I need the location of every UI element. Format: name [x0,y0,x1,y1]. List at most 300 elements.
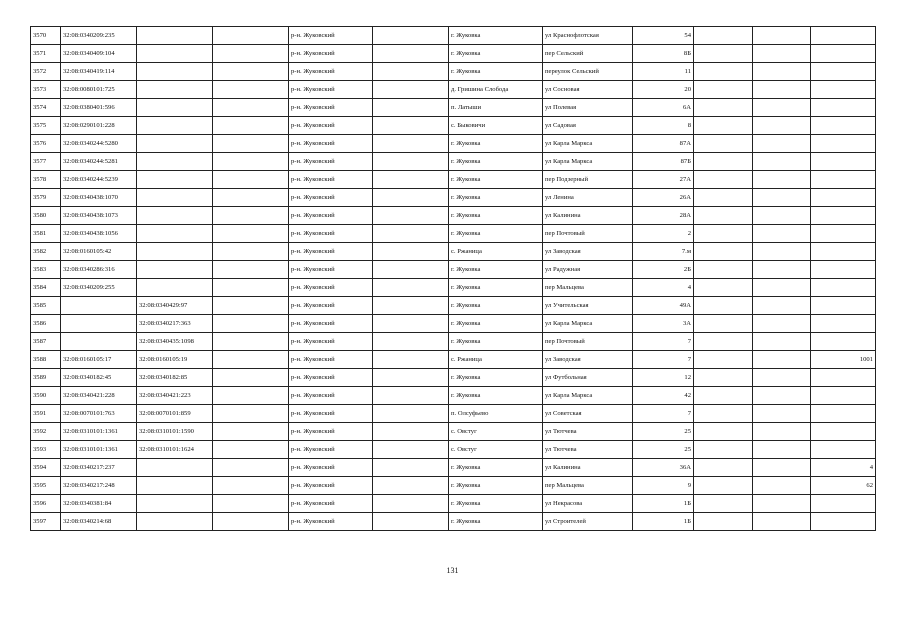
empty-column-2-cell [373,351,449,369]
empty-column-2-cell [373,387,449,405]
table-row [31,441,876,459]
district-cell: р-н. Жуковский [289,513,373,531]
empty-column-2-cell [373,63,449,81]
empty-column-cell [213,171,289,189]
extra-value-cell [811,243,876,261]
house-number-cell: 87А [633,135,694,153]
extra-column-2-cell [753,369,811,387]
extra-value-cell [811,369,876,387]
street-cell: ул Карла Маркса [543,387,633,405]
extra-value-cell [811,261,876,279]
extra-column-2-cell [753,387,811,405]
street-cell: ул Ленина [543,189,633,207]
row-number-cell: 3581 [31,225,61,243]
table-row [31,459,876,477]
cadastral-number-2-cell [137,189,213,207]
district-cell: р-н. Жуковский [289,81,373,99]
house-number-cell: 36А [633,459,694,477]
extra-column-2-cell [753,513,811,531]
extra-column-2-cell [753,477,811,495]
street-cell: пер Мальцева [543,279,633,297]
extra-column-1-cell [694,81,753,99]
empty-column-cell [213,153,289,171]
district-cell: р-н. Жуковский [289,135,373,153]
empty-column-cell [213,207,289,225]
empty-column-cell [213,45,289,63]
empty-column-cell [213,405,289,423]
row-number-cell: 3583 [31,261,61,279]
extra-column-2-cell [753,315,811,333]
row-number-cell: 3582 [31,243,61,261]
cadastral-number-cell: 32:08:0340409:104 [61,45,137,63]
empty-column-2-cell [373,477,449,495]
cadastral-number-2-cell [137,45,213,63]
settlement-cell: г. Жуковка [449,171,543,189]
empty-column-cell [213,243,289,261]
street-cell: переулок Сельский [543,63,633,81]
empty-column-cell [213,333,289,351]
extra-column-2-cell [753,171,811,189]
house-number-cell: 7 [633,333,694,351]
extra-column-2-cell [753,441,811,459]
cadastral-number-cell: 32:08:0340438:1070 [61,189,137,207]
extra-column-2-cell [753,225,811,243]
district-cell: р-н. Жуковский [289,405,373,423]
cadastral-number-2-cell [137,243,213,261]
cadastral-number-cell: 32:08:0340217:237 [61,459,137,477]
extra-value-cell [811,207,876,225]
row-number-cell: 3584 [31,279,61,297]
house-number-cell: 12 [633,369,694,387]
cadastral-number-cell: 32:08:0080101:725 [61,81,137,99]
house-number-cell: 6А [633,99,694,117]
street-cell: пер Мальцева [543,477,633,495]
extra-value-cell [811,405,876,423]
cadastral-number-cell [61,297,137,315]
house-number-cell: 8Б [633,45,694,63]
cadastral-number-cell: 32:08:0340209:255 [61,279,137,297]
cadastral-number-2-cell [137,81,213,99]
empty-column-2-cell [373,189,449,207]
settlement-cell: г. Жуковка [449,495,543,513]
extra-column-2-cell [753,207,811,225]
settlement-cell: г. Жуковка [449,207,543,225]
empty-column-cell [213,513,289,531]
cadastral-number-cell: 32:08:0310101:1361 [61,441,137,459]
extra-column-2-cell [753,117,811,135]
extra-value-cell [811,279,876,297]
extra-value-cell [811,387,876,405]
extra-value-cell [811,153,876,171]
extra-value-cell [811,297,876,315]
extra-value-cell [811,27,876,45]
house-number-cell: 54 [633,27,694,45]
extra-column-1-cell [694,261,753,279]
empty-column-cell [213,189,289,207]
extra-column-2-cell [753,63,811,81]
table-row [31,207,876,225]
house-number-cell: 8 [633,117,694,135]
cadastral-number-2-cell: 32:08:0340421:223 [137,387,213,405]
cadastral-number-cell: 32:08:0340438:1073 [61,207,137,225]
cadastral-number-2-cell [137,135,213,153]
house-number-cell: 4 [633,279,694,297]
extra-column-1-cell [694,45,753,63]
extra-column-2-cell [753,297,811,315]
extra-column-1-cell [694,99,753,117]
street-cell: пер Сельский [543,45,633,63]
extra-column-2-cell [753,99,811,117]
district-cell: р-н. Жуковский [289,27,373,45]
district-cell: р-н. Жуковский [289,477,373,495]
extra-value-cell [811,171,876,189]
extra-value-cell [811,63,876,81]
house-number-cell: 2Б [633,261,694,279]
empty-column-2-cell [373,117,449,135]
house-number-cell: 28А [633,207,694,225]
cadastral-number-2-cell [137,459,213,477]
empty-column-2-cell [373,495,449,513]
extra-value-cell [811,45,876,63]
house-number-cell: 3А [633,315,694,333]
empty-column-2-cell [373,441,449,459]
empty-column-cell [213,315,289,333]
row-number-cell: 3578 [31,171,61,189]
table-row [31,27,876,45]
cadastral-number-2-cell [137,477,213,495]
extra-column-1-cell [694,477,753,495]
district-cell: р-н. Жуковский [289,315,373,333]
street-cell: ул Тютчева [543,441,633,459]
empty-column-2-cell [373,333,449,351]
cadastral-number-2-cell [137,225,213,243]
table-row [31,315,876,333]
row-number-cell: 3594 [31,459,61,477]
cadastral-number-cell [61,333,137,351]
settlement-cell: г. Жуковка [449,189,543,207]
table-row [31,495,876,513]
empty-column-2-cell [373,81,449,99]
district-cell: р-н. Жуковский [289,333,373,351]
registry-table [30,26,876,531]
settlement-cell: г. Жуковка [449,369,543,387]
empty-column-2-cell [373,135,449,153]
extra-value-cell: 62 [811,477,876,495]
cadastral-number-cell: 32:08:0340381:84 [61,495,137,513]
extra-column-1-cell [694,117,753,135]
street-cell: ул Заводская [543,351,633,369]
extra-column-1-cell [694,495,753,513]
empty-column-cell [213,99,289,117]
extra-column-1-cell [694,279,753,297]
cadastral-number-2-cell [137,207,213,225]
settlement-cell: г. Жуковка [449,63,543,81]
house-number-cell: 7 [633,405,694,423]
table-body [31,27,876,531]
extra-column-1-cell [694,135,753,153]
extra-value-cell: 1001 [811,351,876,369]
street-cell: ул Тютчева [543,423,633,441]
extra-value-cell [811,117,876,135]
empty-column-2-cell [373,153,449,171]
extra-column-1-cell [694,387,753,405]
row-number-cell: 3588 [31,351,61,369]
house-number-cell: 11 [633,63,694,81]
extra-value-cell [811,189,876,207]
settlement-cell: с. Быковичи [449,117,543,135]
row-number-cell: 3574 [31,99,61,117]
settlement-cell: г. Жуковка [449,279,543,297]
empty-column-cell [213,495,289,513]
street-cell: пер Почтовый [543,333,633,351]
settlement-cell: г. Жуковка [449,261,543,279]
house-number-cell: 1Б [633,495,694,513]
extra-column-1-cell [694,225,753,243]
empty-column-2-cell [373,225,449,243]
empty-column-cell [213,459,289,477]
empty-column-cell [213,225,289,243]
cadastral-number-2-cell [137,27,213,45]
house-number-cell: 7 [633,351,694,369]
cadastral-number-2-cell: 32:08:0310101:1624 [137,441,213,459]
table-row [31,333,876,351]
extra-column-1-cell [694,297,753,315]
house-number-cell: 2 [633,225,694,243]
settlement-cell: г. Жуковка [449,45,543,63]
table-row [31,225,876,243]
street-cell: ул Калинина [543,207,633,225]
street-cell: ул Краснофлотская [543,27,633,45]
cadastral-number-2-cell: 32:08:0340435:1098 [137,333,213,351]
house-number-cell: 20 [633,81,694,99]
extra-column-2-cell [753,423,811,441]
settlement-cell: г. Жуковка [449,477,543,495]
cadastral-number-2-cell: 32:08:0160105:19 [137,351,213,369]
district-cell: р-н. Жуковский [289,459,373,477]
district-cell: р-н. Жуковский [289,99,373,117]
table-row [31,279,876,297]
street-cell: ул Заводская [543,243,633,261]
cadastral-number-2-cell [137,99,213,117]
house-number-cell: 27А [633,171,694,189]
table-row [31,513,876,531]
house-number-cell: 49А [633,297,694,315]
empty-column-cell [213,135,289,153]
cadastral-number-cell: 32:08:0340419:114 [61,63,137,81]
extra-column-2-cell [753,405,811,423]
empty-column-cell [213,441,289,459]
street-cell: ул Учительская [543,297,633,315]
cadastral-number-cell: 32:08:0340244:5281 [61,153,137,171]
district-cell: р-н. Жуковский [289,153,373,171]
settlement-cell: г. Жуковка [449,225,543,243]
street-cell: ул Полевая [543,99,633,117]
district-cell: р-н. Жуковский [289,207,373,225]
settlement-cell: д. Гришина Слобода [449,81,543,99]
empty-column-cell [213,423,289,441]
district-cell: р-н. Жуковский [289,243,373,261]
extra-column-1-cell [694,189,753,207]
cadastral-number-cell: 32:08:0290101:228 [61,117,137,135]
extra-column-2-cell [753,81,811,99]
table-row [31,243,876,261]
extra-value-cell [811,225,876,243]
extra-value-cell: 4 [811,459,876,477]
row-number-cell: 3579 [31,189,61,207]
settlement-cell: п. Латыши [449,99,543,117]
table-row [31,99,876,117]
extra-column-1-cell [694,333,753,351]
district-cell: р-н. Жуковский [289,495,373,513]
row-number-cell: 3576 [31,135,61,153]
row-number-cell: 3580 [31,207,61,225]
street-cell: ул Сосновая [543,81,633,99]
row-number-cell: 3585 [31,297,61,315]
district-cell: р-н. Жуковский [289,369,373,387]
extra-column-2-cell [753,333,811,351]
cadastral-number-2-cell [137,261,213,279]
table-row [31,117,876,135]
cadastral-number-2-cell: 32:08:0340429:97 [137,297,213,315]
empty-column-cell [213,81,289,99]
street-cell: ул Строителей [543,513,633,531]
cadastral-number-cell: 32:08:0070101:763 [61,405,137,423]
row-number-cell: 3570 [31,27,61,45]
row-number-cell: 3587 [31,333,61,351]
row-number-cell: 3596 [31,495,61,513]
extra-column-2-cell [753,189,811,207]
extra-value-cell [811,495,876,513]
house-number-cell: 42 [633,387,694,405]
empty-column-2-cell [373,459,449,477]
row-number-cell: 3573 [31,81,61,99]
settlement-cell: с. Овстуг [449,441,543,459]
settlement-cell: г. Жуковка [449,387,543,405]
extra-column-1-cell [694,63,753,81]
empty-column-2-cell [373,423,449,441]
empty-column-2-cell [373,513,449,531]
extra-column-2-cell [753,459,811,477]
empty-column-2-cell [373,315,449,333]
extra-column-2-cell [753,261,811,279]
empty-column-cell [213,63,289,81]
empty-column-cell [213,369,289,387]
district-cell: р-н. Жуковский [289,423,373,441]
empty-column-2-cell [373,279,449,297]
house-number-cell: 7.м [633,243,694,261]
street-cell: ул Карла Маркса [543,153,633,171]
cadastral-number-2-cell [137,495,213,513]
district-cell: р-н. Жуковский [289,351,373,369]
extra-column-1-cell [694,459,753,477]
house-number-cell: 25 [633,423,694,441]
table-row [31,261,876,279]
house-number-cell: 26А [633,189,694,207]
table-row [31,63,876,81]
empty-column-cell [213,477,289,495]
extra-value-cell [811,81,876,99]
street-cell: ул Карла Маркса [543,135,633,153]
empty-column-2-cell [373,45,449,63]
district-cell: р-н. Жуковский [289,171,373,189]
settlement-cell: г. Жуковка [449,27,543,45]
cadastral-number-cell: 32:08:0340244:5239 [61,171,137,189]
empty-column-2-cell [373,207,449,225]
street-cell: ул Калинина [543,459,633,477]
extra-value-cell [811,333,876,351]
settlement-cell: г. Жуковка [449,333,543,351]
settlement-cell: г. Жуковка [449,297,543,315]
registry-table-container [30,26,875,531]
extra-column-2-cell [753,351,811,369]
cadastral-number-cell: 32:08:0340421:228 [61,387,137,405]
extra-column-1-cell [694,351,753,369]
district-cell: р-н. Жуковский [289,387,373,405]
empty-column-cell [213,117,289,135]
empty-column-2-cell [373,369,449,387]
district-cell: р-н. Жуковский [289,189,373,207]
table-row [31,387,876,405]
empty-column-cell [213,27,289,45]
table-row [31,45,876,63]
district-cell: р-н. Жуковский [289,225,373,243]
extra-column-1-cell [694,405,753,423]
extra-column-1-cell [694,441,753,459]
row-number-cell: 3589 [31,369,61,387]
extra-column-2-cell [753,135,811,153]
table-row [31,351,876,369]
extra-column-1-cell [694,171,753,189]
street-cell: пер Подзерный [543,171,633,189]
settlement-cell: г. Жуковка [449,153,543,171]
empty-column-cell [213,297,289,315]
empty-column-2-cell [373,243,449,261]
row-number-cell: 3577 [31,153,61,171]
cadastral-number-cell: 32:08:0340209:235 [61,27,137,45]
street-cell: ул Садовая [543,117,633,135]
district-cell: р-н. Жуковский [289,297,373,315]
extra-column-2-cell [753,45,811,63]
cadastral-number-2-cell: 32:08:0310101:1590 [137,423,213,441]
street-cell: ул Радужная [543,261,633,279]
extra-value-cell [811,513,876,531]
cadastral-number-2-cell [137,513,213,531]
settlement-cell: с. Ржаница [449,243,543,261]
settlement-cell: с. Ржаница [449,351,543,369]
district-cell: р-н. Жуковский [289,441,373,459]
empty-column-cell [213,351,289,369]
district-cell: р-н. Жуковский [289,279,373,297]
row-number-cell: 3595 [31,477,61,495]
empty-column-cell [213,261,289,279]
row-number-cell: 3571 [31,45,61,63]
extra-column-1-cell [694,27,753,45]
cadastral-number-2-cell [137,279,213,297]
empty-column-2-cell [373,405,449,423]
extra-value-cell [811,441,876,459]
cadastral-number-cell: 32:08:0160105:42 [61,243,137,261]
empty-column-cell [213,387,289,405]
street-cell: ул Советская [543,405,633,423]
row-number-cell: 3591 [31,405,61,423]
table-row [31,153,876,171]
extra-column-2-cell [753,495,811,513]
empty-column-2-cell [373,27,449,45]
cadastral-number-cell: 32:08:0340217:248 [61,477,137,495]
settlement-cell: г. Жуковка [449,459,543,477]
row-number-cell: 3586 [31,315,61,333]
house-number-cell: 25 [633,441,694,459]
